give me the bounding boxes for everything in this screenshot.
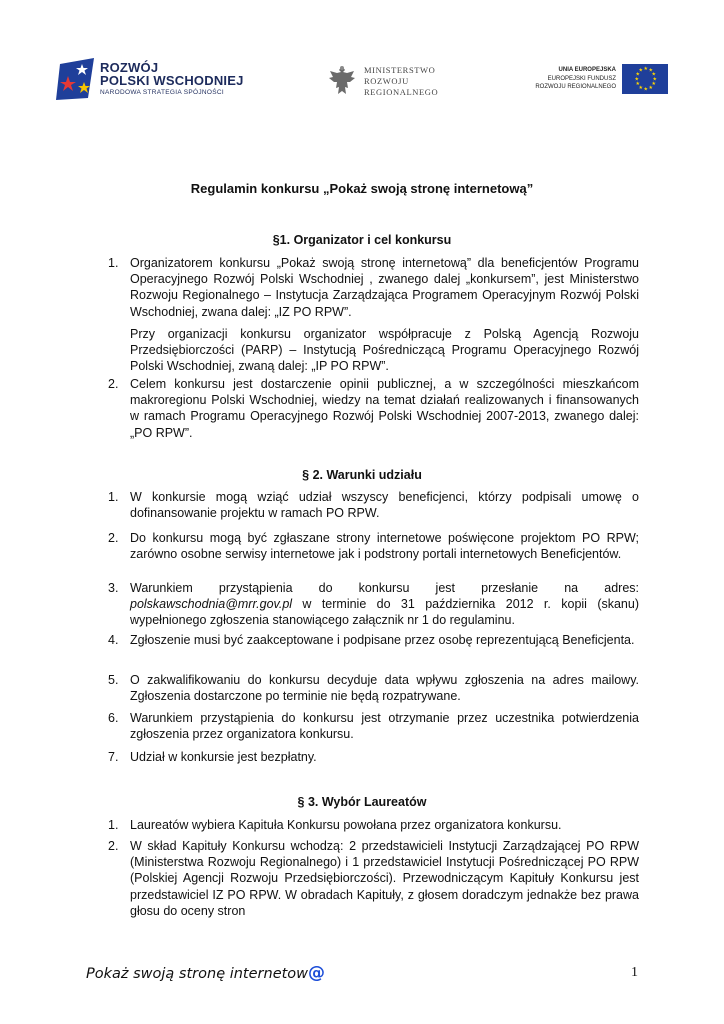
svg-text:★: ★	[635, 71, 640, 78]
list-item	[108, 749, 639, 765]
item-number: 6.	[108, 711, 119, 725]
logo-right-line1: UNIA EUROPEJSKA	[558, 67, 616, 73]
item-number: 1.	[108, 490, 119, 504]
svg-text:★: ★	[634, 76, 639, 83]
at-sign-icon: @	[308, 963, 326, 983]
item-number: 7.	[108, 750, 119, 764]
footer-text: Pokaż swoją stronę internetow	[86, 966, 309, 982]
item-number: 5.	[108, 673, 119, 687]
list-item	[108, 838, 639, 919]
logo-left-line2: POLSKI WSCHODNIEJ	[100, 73, 244, 88]
eagle-emblem-icon	[326, 63, 358, 99]
item-number: 3.	[108, 581, 119, 595]
stars-emblem-icon	[54, 54, 98, 104]
item-paragraph: Do konkursu mogą być zgłaszane strony internetowe poświęcone projektom PO RPW; zarówno osobne serwisy internetowe jak i podstrony portali internetowych Beneficjentów.	[130, 531, 639, 562]
item-number: 1.	[108, 256, 119, 270]
svg-text:★: ★	[651, 71, 656, 78]
item-3-text-b: w terminie do 31 października 2012 r. kopii (skanu) wypełnionego zgłoszenia stanowiącego załącznik nr 1 do regulaminu.	[130, 597, 639, 628]
list-item	[108, 580, 639, 629]
page-header	[0, 50, 724, 110]
logo-center-line1: MINISTERSTWO	[364, 65, 436, 75]
item-number: 2.	[108, 531, 119, 545]
item-paragraph: Przy organizacji konkursu organizator współpracuje z Polską Agencją Rozwoju Przedsiębiorczości (PARP) – Instytucją Pośredniczącą Programu Operacyjnego Rozwój Polski Wschodniej, zwaną dalej: „IP PO RPW”.	[130, 326, 639, 374]
list-item	[108, 255, 639, 374]
logo-right-line3: ROZWOJU REGIONALNEGO	[535, 84, 616, 90]
logo-center-line3: REGIONALNEGO	[364, 87, 439, 97]
item-paragraph: Laureatów wybiera Kapituła Konkursu powołana przez organizatora konkursu.	[130, 818, 562, 832]
item-paragraph: Udział w konkursie jest bezpłatny.	[130, 750, 317, 764]
svg-text:★: ★	[638, 67, 643, 74]
item-paragraph: W skład Kapituły Konkursu wchodzą: 2 przedstawicieli Instytucji Zarządzającej PO RPW (Ministerstwa Rozwoju Regionalnego) i 1 przedstawiciel Instytucji Pośredniczącej PO RPW (Polskiej Agencji Rozwoju Przedsiębiorczości). Przewodniczącym Kapituły Konkursu jest przedstawiciel IZ PO RPW. W obradach Kapituły, z głosem doradczym jednakże bez prawa głosu do oceny stron	[130, 839, 639, 918]
section-heading: § 2. Warunki udziału	[302, 468, 422, 482]
item-paragraph: O zakwalifikowaniu do konkursu decyduje data wpływu zgłoszenia na adres mailowy. Zgłoszenia dostarczone po terminie nie będą rozpatrywane.	[130, 673, 639, 704]
list-item	[108, 710, 639, 742]
item-number: 4.	[108, 633, 119, 647]
logo-left-line3: NARODOWA STRATEGIA SPÓJNOŚCI	[100, 89, 224, 96]
section-heading: §1. Organizator i cel konkursu	[272, 233, 452, 247]
svg-text:★: ★	[648, 85, 653, 91]
section-heading: § 3. Wybór Laureatów	[297, 795, 427, 809]
svg-text:★: ★	[638, 85, 643, 91]
svg-text:★: ★	[635, 81, 640, 87]
item-number: 2.	[108, 839, 119, 853]
svg-text:★: ★	[648, 67, 653, 74]
list-item	[108, 632, 639, 648]
item-3-text-a: Warunkiem przystąpienia do konkursu jest przesłanie na adres:	[130, 581, 639, 595]
item-paragraph	[130, 580, 639, 629]
item-paragraph: Celem konkursu jest dostarczenie opinii publicznej, a w szczególności mieszkańcom makroregionu Polski Wschodniej, wiedzy na temat działań realizowanych i finansowanych w ramach Programu Operacyjnego Rozwój Polski Wschodniej 2007-2013, zwanego dalej: „PO RPW”.	[130, 377, 639, 440]
item-paragraph: W konkursie mogą wziąć udział wszyscy beneficjenci, którzy podpisali umowę o dofinansowanie projektu w ramach PO RPW.	[130, 490, 639, 521]
item-paragraph: Zgłoszenie musi być zaakceptowane i podpisane przez osobę reprezentującą Beneficjenta.	[130, 633, 635, 647]
item-number: 1.	[108, 818, 119, 832]
logo-center-line2: ROZWOJU	[364, 76, 409, 86]
document-title: Regulamin konkursu „Pokaż swoją stronę internetową”	[190, 181, 534, 196]
email-link[interactable]: polskawschodnia@mrr.gov.pl	[130, 597, 293, 612]
item-number: 2.	[108, 377, 119, 391]
list-item	[108, 530, 639, 562]
list-item	[108, 817, 639, 833]
logo-left-line1: ROZWÓJ	[100, 60, 159, 75]
rozwoj-polski-wschodniej-logo	[54, 54, 254, 104]
svg-text:★: ★	[643, 86, 648, 93]
item-paragraph: Organizatorem konkursu „Pokaż swoją stronę internetową” dla beneficjentów Programu Operacyjnego Rozwój Polski Wschodniej , zwanego dalej „konkursem”, jest Ministerstwo Rozwoju Regionalnego – Instytucja Zarządzająca Programem Operacyjnym Rozwój Polski Wschodniej, zwana dalej: „IZ PO RPW”.	[130, 256, 639, 319]
logo-right-line2: EUROPEJSKI FUNDUSZ	[547, 76, 616, 82]
svg-text:★: ★	[652, 76, 657, 83]
item-paragraph: Warunkiem przystąpienia do konkursu jest otrzymanie przez uczestnika potwierdzenia zgłoszenia przez organizatora konkursu.	[130, 711, 639, 742]
svg-text:★: ★	[651, 81, 656, 87]
eu-flag-icon	[622, 64, 668, 94]
list-item	[108, 376, 639, 441]
footer-title	[86, 963, 325, 983]
eu-logo	[535, 64, 674, 98]
list-item	[108, 489, 639, 521]
list-item	[108, 672, 639, 704]
page-number: 1	[631, 965, 638, 980]
svg-text:★: ★	[643, 66, 648, 72]
ministerstwo-logo	[326, 63, 466, 103]
